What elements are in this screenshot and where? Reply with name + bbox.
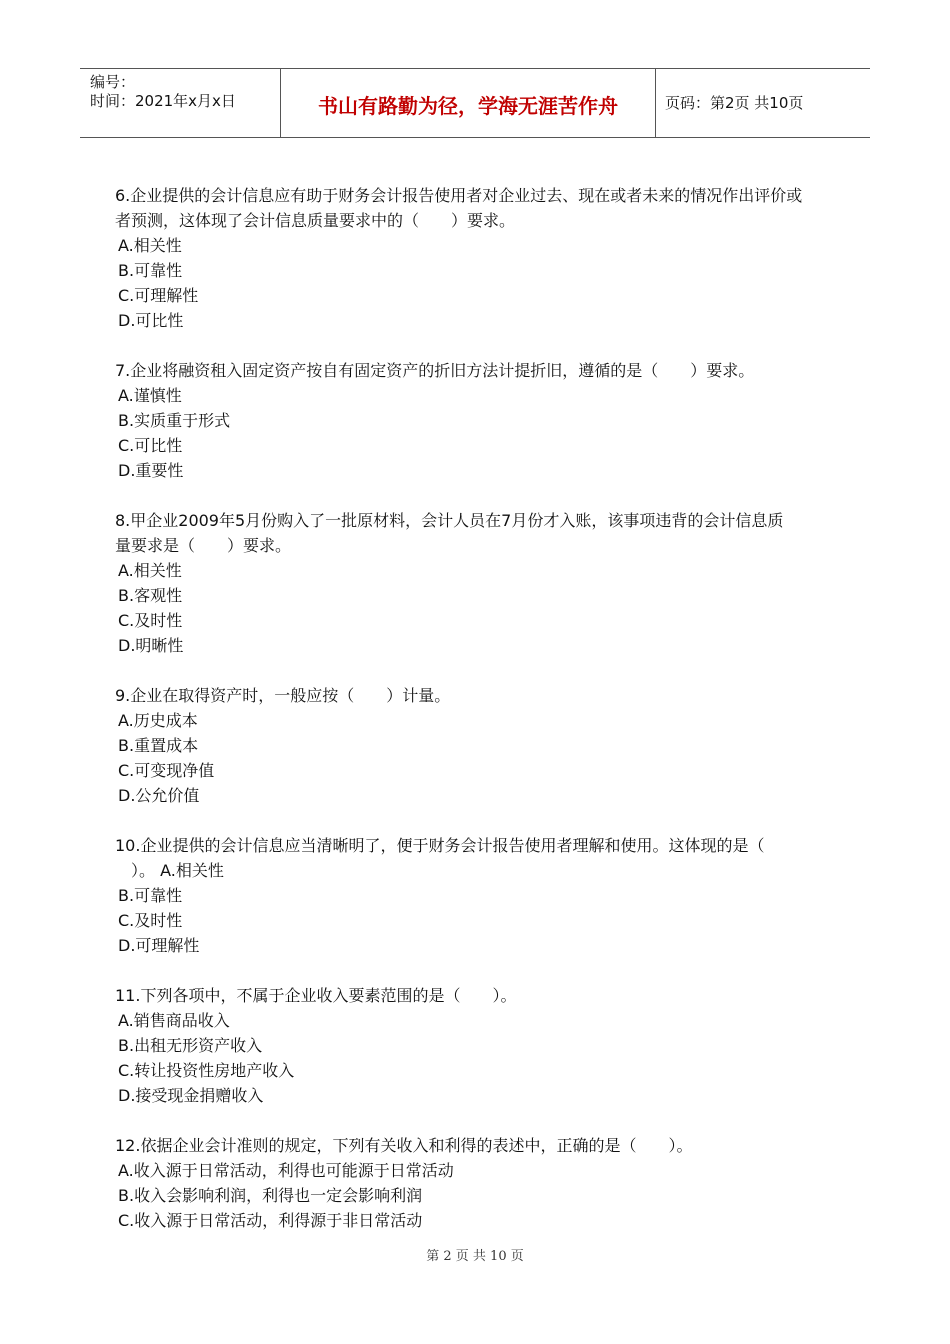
page-info: 页码：第2页 共10页	[665, 94, 804, 112]
question-block	[115, 833, 845, 958]
page-footer: 第 2 页 共 10 页	[426, 1249, 524, 1264]
answer-option: A.相关性	[118, 561, 182, 580]
answer-option: B.重置成本	[118, 736, 199, 755]
answer-option: D.重要性	[118, 461, 184, 480]
question-text: 8.甲企业2009年5月份购入了一批原材料，会计人员在7月份才入账，该事项违背的会计信息质	[115, 511, 784, 530]
question-text: ）。 A.相关性	[115, 861, 224, 880]
header-motto-cell	[280, 69, 656, 137]
answer-option: C.可变现净值	[118, 761, 215, 780]
question-block	[115, 983, 845, 1108]
question-text: 10.企业提供的会计信息应当清晰明了，便于财务会计报告使用者理解和使用。这体现的是（	[115, 836, 765, 855]
question-block	[115, 358, 845, 483]
answer-option: A.谨慎性	[118, 386, 182, 405]
question-list	[115, 183, 845, 1258]
answer-option: C.可理解性	[118, 286, 199, 305]
answer-option: A.销售商品收入	[118, 1011, 230, 1030]
question-block	[115, 683, 845, 808]
question-text: 量要求是（ ）要求。	[115, 536, 292, 555]
answer-option: B.可靠性	[118, 261, 183, 280]
answer-option: A.历史成本	[118, 711, 198, 730]
question-text: 11.下列各项中，不属于企业收入要素范围的是（ ）。	[115, 986, 517, 1005]
answer-option: B.出租无形资产收入	[118, 1036, 263, 1055]
question-text: 者预测，这体现了会计信息质量要求中的（ ）要求。	[115, 211, 516, 230]
number-label: 编号：	[90, 73, 136, 91]
answer-option: C.及时性	[118, 911, 183, 930]
answer-option: C.可比性	[118, 436, 183, 455]
header-left-cell	[80, 69, 280, 137]
time-label: 时间：2021年x月x日	[90, 92, 236, 110]
header-right-cell	[655, 69, 870, 137]
question-block	[115, 508, 845, 658]
question-block	[115, 183, 845, 333]
answer-option: B.实质重于形式	[118, 411, 231, 430]
answer-option: B.客观性	[118, 586, 183, 605]
answer-option: A.相关性	[118, 236, 182, 255]
answer-option: B.可靠性	[118, 886, 183, 905]
question-text: 9.企业在取得资产时，一般应按（ ）计量。	[115, 686, 451, 705]
question-text: 6.企业提供的会计信息应有助于财务会计报告使用者对企业过去、现在或者未来的情况作出评价或	[115, 186, 803, 205]
question-text: 12.依据企业会计准则的规定，下列有关收入和利得的表述中，正确的是（ ）。	[115, 1136, 693, 1155]
answer-option: D.可比性	[118, 311, 184, 330]
answer-option: D.公允价值	[118, 786, 200, 805]
answer-option: A.收入源于日常活动，利得也可能源于日常活动	[118, 1161, 454, 1180]
answer-option: C.及时性	[118, 611, 183, 630]
answer-option: D.明晰性	[118, 636, 184, 655]
answer-option: D.可理解性	[118, 936, 200, 955]
answer-option: B.收入会影响利润，利得也一定会影响利润	[118, 1186, 423, 1205]
question-block	[115, 1133, 845, 1233]
page-header	[80, 68, 870, 138]
motto: 书山有路勤为径，学海无涯苦作舟	[318, 94, 618, 118]
answer-option: C.收入源于日常活动，利得源于非日常活动	[118, 1211, 423, 1230]
answer-option: D.接受现金捐赠收入	[118, 1086, 264, 1105]
answer-option: C.转让投资性房地产收入	[118, 1061, 295, 1080]
question-text: 7.企业将融资租入固定资产按自有固定资产的折旧方法计提折旧，遵循的是（ ）要求。	[115, 361, 755, 380]
